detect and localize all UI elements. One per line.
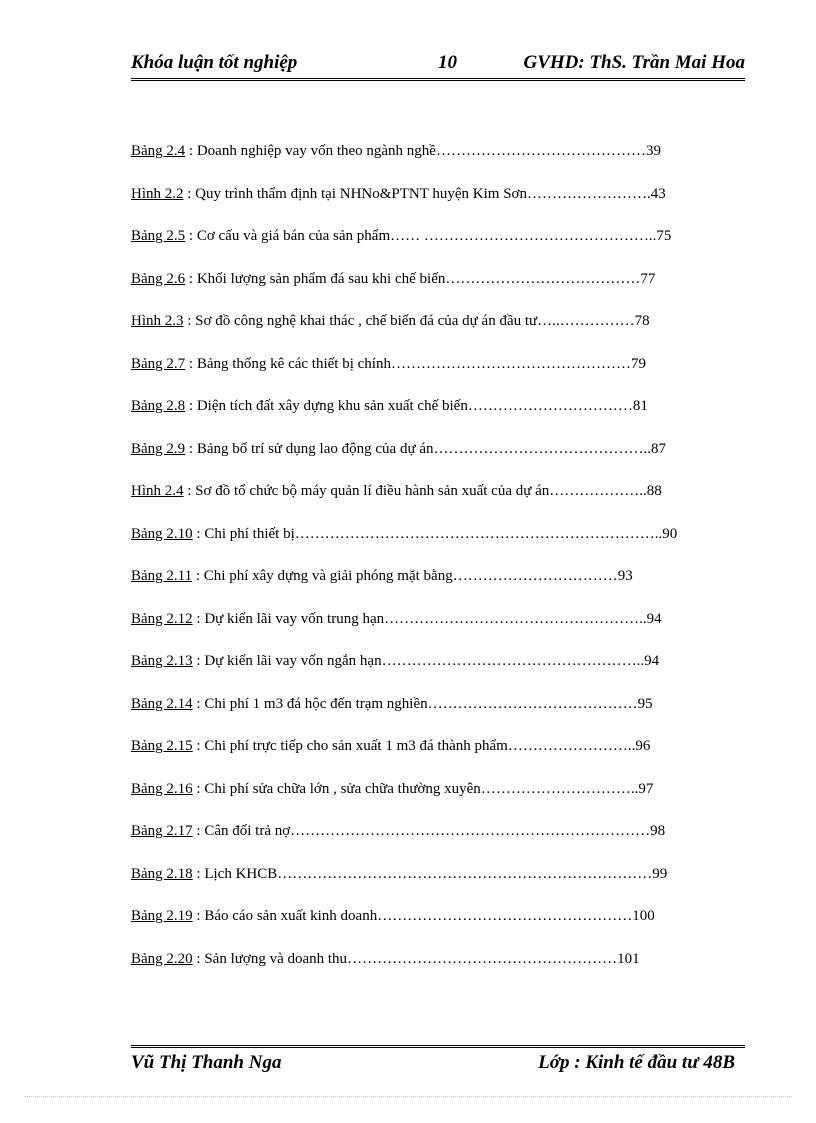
- toc-entry-title: : Chi phí sửa chữa lớn , sửa chữa thường xuyên: [192, 780, 481, 797]
- footer-class: Lớp : Kinh tế đầu tư 48B: [538, 1052, 735, 1073]
- toc-entry-page: 43: [650, 185, 666, 202]
- toc-entry-link[interactable]: Bảng 2.9: [131, 440, 186, 457]
- toc-entry-leader: ………………………………………………: [347, 950, 618, 967]
- page-header: [131, 50, 745, 81]
- toc-entry-title: : Diện tích đất xây dựng khu sản xuất chế biến: [185, 398, 468, 414]
- toc-entry-link[interactable]: Bảng 2.16: [131, 780, 193, 797]
- toc-entry: [131, 693, 731, 736]
- toc-entry-page: 100: [632, 908, 655, 924]
- toc-entry-page: 99: [652, 865, 668, 882]
- toc-entry-title: : Sản lượng và doanh thu: [192, 950, 348, 967]
- toc-entry-link[interactable]: Bảng 2.17: [131, 823, 193, 839]
- toc-entry-link[interactable]: Bảng 2.18: [131, 865, 193, 882]
- toc-entry-link[interactable]: Bảng 2.5: [131, 228, 186, 244]
- toc-entry-leader: ……………………………………………: [377, 908, 633, 924]
- toc-entry-link[interactable]: Bảng 2.8: [131, 398, 186, 414]
- toc-entry-page: 88: [646, 483, 662, 499]
- page-bottom-edge: [24, 1096, 792, 1097]
- toc-entry-leader: ……………………………: [467, 398, 633, 414]
- toc-entry: [131, 565, 731, 608]
- toc-entry-leader: ……………………………………: [427, 695, 638, 712]
- toc-entry-page: 90: [662, 525, 678, 542]
- toc-entry-title: : Dự kiến lãi vay vốn trung hạn: [192, 610, 385, 627]
- toc-entry-link[interactable]: Bảng 2.15: [131, 738, 193, 754]
- toc-entry-page: 78: [634, 313, 650, 329]
- toc-entry-leader: ……………………………: [452, 568, 618, 584]
- toc-entry-leader: …………………………………………………………………: [277, 865, 653, 882]
- toc-entry-link[interactable]: Bảng 2.13: [131, 653, 193, 669]
- toc-entry: [131, 523, 731, 566]
- toc-entry-link[interactable]: Bảng 2.11: [131, 568, 193, 584]
- toc-entry-leader: …………………….: [526, 185, 651, 202]
- toc-entry-title: : Chi phí 1 m3 đá hộc đến trạm nghiền: [192, 695, 428, 712]
- toc-entry-title: : Báo cáo sản xuất kinh doanh: [192, 908, 378, 924]
- toc-entry-leader: …………………………..: [480, 780, 639, 797]
- toc-entry-page: 39: [645, 143, 661, 159]
- toc-entry-title: : Sơ đồ công nghệ khai thác , chế biến đá của dự án đầu tư: [183, 313, 538, 329]
- toc-entry-page: 94: [646, 610, 662, 627]
- toc-entry: [131, 778, 731, 821]
- toc-entry: [131, 905, 731, 948]
- toc-entry: [131, 480, 731, 523]
- toc-entry-title: : Cơ cấu và giá bán của sản phẩm……: [185, 228, 424, 244]
- toc-entry-leader: ………………………………………..: [423, 228, 657, 244]
- toc-entry-leader: ……………………………………………..: [384, 610, 647, 627]
- toc-entry-title: : Quy trình thẩm định tại NHNo&PTNT huyện Kim Sơn: [183, 185, 527, 202]
- toc-entry-page: 98: [650, 823, 666, 839]
- toc-entry: [131, 438, 731, 481]
- toc-entry-leader: ………………………………………………………………: [290, 823, 651, 839]
- toc-entry-link[interactable]: Hình 2.3: [131, 313, 184, 329]
- footer-author: Vũ Thị Thanh Nga: [131, 1052, 282, 1073]
- toc-entry-leader: ……………………………………: [435, 143, 646, 159]
- toc-entry-title: : Khối lượng sản phẩm đá sau khi chế biến: [185, 270, 446, 287]
- toc-entry-link[interactable]: Hình 2.2: [131, 185, 184, 202]
- header-supervisor: GVHD: ThS. Trần Mai Hoa: [523, 52, 745, 73]
- toc-entry-title: : Dự kiến lãi vay vốn ngắn hạn: [192, 653, 382, 669]
- toc-entry-leader: ……………………………………………..: [381, 653, 645, 669]
- toc-entry-page: 96: [635, 738, 651, 754]
- toc-entry: [131, 395, 731, 438]
- toc-entry-page: 94: [644, 653, 660, 669]
- toc-entry-page: 101: [617, 950, 640, 967]
- toc-entry-leader: ………………..: [549, 483, 647, 499]
- toc-entry-title: : Cân đối trả nợ: [192, 823, 291, 839]
- toc-entry-link[interactable]: Bảng 2.7: [131, 355, 186, 372]
- toc-entry-title: : Chi phí trực tiếp cho sản xuất 1 m3 đá thành phẩm: [192, 738, 508, 754]
- toc-entry-title: : Sơ đồ tổ chức bộ máy quản lí điều hành sản xuất của dự án: [183, 483, 550, 499]
- toc-entry-link[interactable]: Bảng 2.14: [131, 695, 193, 712]
- toc-entry: [131, 863, 731, 906]
- page-footer: [131, 1045, 745, 1073]
- toc-entry-page: 79: [630, 355, 646, 372]
- toc-entry-title: : Chi phí thiết bị: [192, 525, 295, 542]
- toc-entry-link[interactable]: Bảng 2.10: [131, 525, 193, 542]
- toc-entry-page: 95: [637, 695, 653, 712]
- toc-entry-page: 93: [617, 568, 633, 584]
- toc-entry-page: 87: [650, 440, 666, 457]
- toc-entry-page: 97: [638, 780, 654, 797]
- header-page-number: 10: [438, 52, 457, 73]
- toc-entry-leader: …………………………………………: [390, 355, 631, 372]
- toc-entry: [131, 140, 731, 183]
- toc-entry-link[interactable]: Bảng 2.19: [131, 908, 193, 924]
- toc-entry-leader: …………………………………: [445, 270, 641, 287]
- toc-entry: [131, 268, 731, 311]
- toc-entry: [131, 353, 731, 396]
- toc-entry-leader: …..……………: [537, 313, 635, 329]
- toc-entry-link[interactable]: Bảng 2.20: [131, 950, 193, 967]
- toc-entry-leader: ………………………………………………………………..: [294, 525, 663, 542]
- toc-entry-title: : Chi phí xây dựng và giải phóng mặt bằng: [192, 568, 453, 584]
- toc-entry-title: : Bảng bố trí sử dụng lao động của dự án: [185, 440, 434, 457]
- toc-entry: [131, 735, 731, 778]
- toc-entry-leader: ……………………………………..: [433, 440, 651, 457]
- toc-entry-title: : Doanh nghiệp vay vốn theo ngành nghề: [185, 143, 436, 159]
- toc-entry-link[interactable]: Bảng 2.6: [131, 270, 186, 287]
- toc-entry: [131, 820, 731, 863]
- toc-entry-link[interactable]: Hình 2.4: [131, 483, 184, 499]
- toc-entry-link[interactable]: Bảng 2.4: [131, 143, 186, 159]
- toc-entry-page: 75: [656, 228, 672, 244]
- toc-entry: [131, 608, 731, 651]
- table-of-figures: [131, 140, 731, 990]
- toc-entry-link[interactable]: Bảng 2.12: [131, 610, 193, 627]
- toc-entry-title: : Lịch KHCB: [192, 865, 278, 882]
- toc-entry: [131, 225, 731, 268]
- toc-entry: [131, 310, 731, 353]
- toc-entry-page: 77: [640, 270, 656, 287]
- toc-entry-leader: ……………………..: [507, 738, 636, 754]
- toc-entry-page: 81: [632, 398, 648, 414]
- toc-entry: [131, 650, 731, 693]
- toc-entry: [131, 948, 731, 991]
- toc-entry-title: : Bảng thống kê các thiết bị chính: [185, 355, 391, 372]
- toc-entry: [131, 183, 731, 226]
- header-thesis-title: Khóa luận tốt nghiệp: [131, 52, 298, 73]
